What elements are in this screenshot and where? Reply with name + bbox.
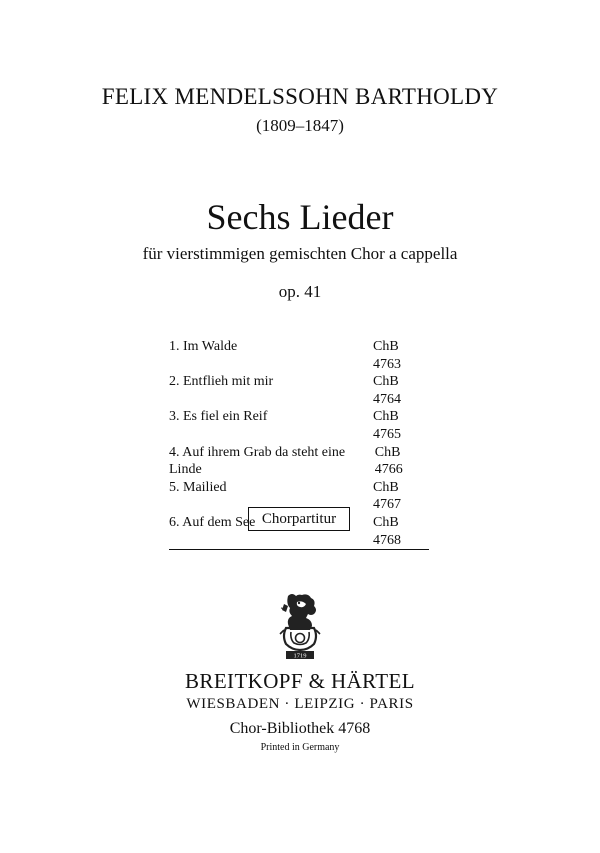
- composer-name: FELIX MENDELSSOHN BARTHOLDY: [101, 84, 499, 109]
- song-catalog-number: ChB 4765: [373, 409, 401, 442]
- song-title: 4. Auf ihrem Grab da steht eine Linde: [169, 444, 346, 478]
- emblem-year: 1719: [293, 652, 307, 660]
- publisher-name: BREITKOPF & HÄRTEL: [185, 669, 415, 693]
- song-title: 1. Im Walde: [169, 339, 238, 354]
- publisher-emblem-icon: [278, 592, 322, 660]
- song-row: [169, 444, 429, 479]
- printed-note: Printed in Germany: [260, 742, 340, 753]
- opus-number: op. 41: [278, 282, 322, 301]
- work-subtitle: für vierstimmigen gemischten Chor a cappella: [142, 244, 458, 263]
- score-type-label: Chorpartitur: [248, 507, 350, 531]
- song-catalog-number: ChB 4768: [373, 514, 401, 548]
- song-row: [169, 338, 429, 373]
- song-title: 2. Entflieh mit mir: [169, 374, 274, 390]
- song-catalog-number: ChB 4766: [374, 444, 403, 478]
- song-title: 5. Mailied: [169, 479, 227, 495]
- song-title: 6. Auf dem See: [169, 514, 256, 530]
- publisher-cities: WIESBADEN · LEIPZIG · PARIS: [186, 696, 414, 712]
- library-number: Chor-Bibliothek 4768: [229, 720, 371, 737]
- song-catalog-number: ChB 4764: [373, 374, 401, 407]
- song-catalog-number: ChB 4767: [373, 479, 401, 513]
- work-title: Sechs Lieder: [206, 197, 394, 237]
- song-row: [169, 373, 429, 408]
- song-row: [169, 408, 429, 443]
- song-title: 3. Es fiel ein Reif: [169, 409, 268, 425]
- song-catalog-number: ChB 4763: [373, 339, 401, 372]
- composer-dates: (1809–1847): [256, 116, 344, 135]
